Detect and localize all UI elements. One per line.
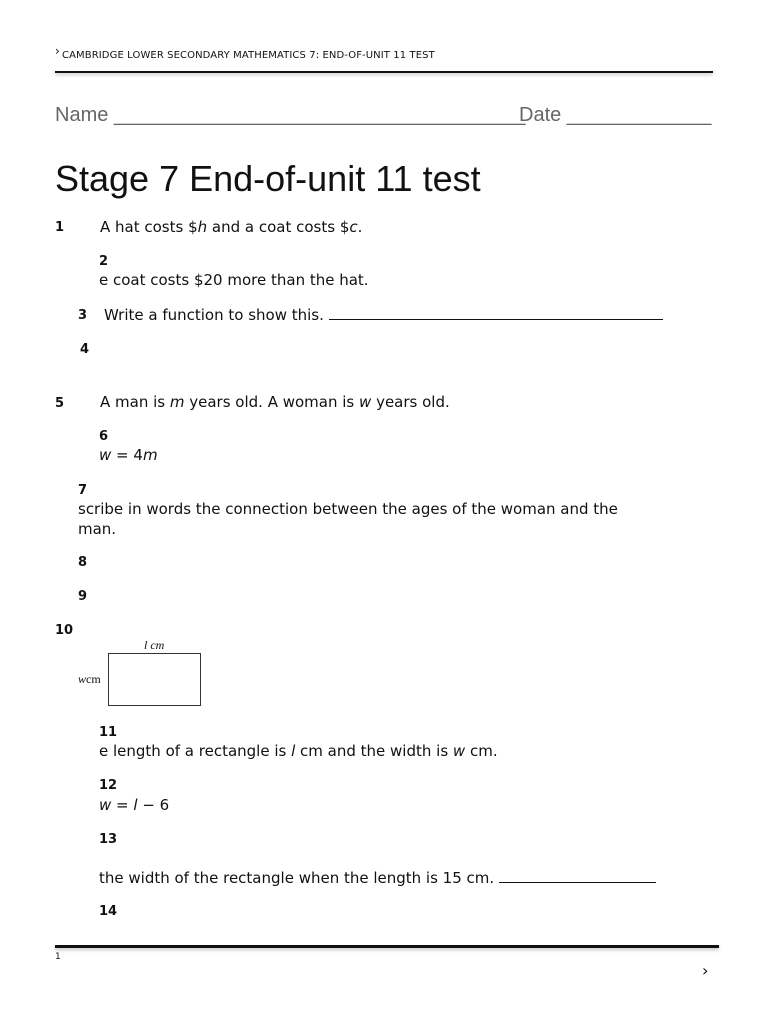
header-divider [55,71,713,73]
question-number-3: 3 [78,308,88,323]
question-number-1: 1 [55,220,65,235]
page-title: Stage 7 End-of-unit 11 test [55,158,481,199]
question-7-text-line1: scribe in words the connection between the ages of the woman and the [78,500,618,518]
equation-tail: − 6 [137,796,170,814]
variable-w: w [359,393,372,411]
variable-l: l [291,742,296,760]
variable-l: l [133,796,138,814]
variable-h: h [197,218,208,236]
next-page-chevron-icon[interactable]: › [702,961,709,980]
question-number-5: 5 [55,396,65,411]
question-13-text: the width of the rectangle when the length is 15 cm. [99,869,499,887]
question-number-9: 9 [78,589,88,604]
question-number-2: 2 [99,254,109,269]
question-number-14: 14 [99,904,118,919]
q5-text-b: years old. A woman is [184,393,360,411]
q11-text-a: e length of a rectangle is [99,742,292,760]
width-variable: w [78,672,87,686]
variable-w: w [452,742,466,760]
length-label: l cm [144,638,165,652]
equation-operator: = [111,796,134,814]
question-number-7: 7 [78,483,88,498]
q5-text-a: A man is [100,393,170,411]
question-number-8: 8 [78,555,88,570]
equation-operator: = 4 [111,446,143,464]
question-11-text [99,742,498,760]
variable-c: c [349,218,358,236]
question-3-text: Write a function to show this. [104,306,329,324]
variable-w: w [99,796,112,814]
running-header: CAMBRIDGE LOWER SECONDARY MATHEMATICS 7: END-OF-UNIT 11 TEST [62,50,435,61]
date-field[interactable]: Date _____________ [519,104,712,126]
question-number-12: 12 [99,778,118,793]
answer-line-3[interactable] [329,305,663,320]
question-number-11: 11 [99,725,118,740]
q11-text-b: cm and the width is [295,742,453,760]
rectangle-shape [108,653,201,706]
equation-w-l-6 [99,796,169,814]
question-3-line [104,305,663,324]
q5-text-c: years old. [371,393,450,411]
answer-line-13[interactable] [499,868,656,883]
variable-m: m [169,393,185,411]
question-13-line [99,868,656,887]
question-5-text [100,393,450,411]
question-number-6: 6 [99,429,109,444]
question-2-text: e coat costs $20 more than the hat. [99,271,369,289]
footer-divider [55,945,719,948]
variable-m: m [142,446,158,464]
variable-w: w [99,446,112,464]
rectangle-diagram [78,637,204,709]
width-label [78,672,101,687]
width-unit: cm [86,672,101,686]
question-number-13: 13 [99,832,118,847]
name-field[interactable]: Name _____________________________________ [55,104,526,126]
q1-text-b: and a coat costs $ [207,218,350,236]
question-1-text [100,218,362,236]
question-7-text-line2: man. [78,520,117,538]
q1-text-a: A hat costs $ [100,218,198,236]
header-chevron-icon: › [55,44,60,58]
question-number-10: 10 [55,623,74,638]
page-number: 1 [55,952,61,962]
q11-text-c: cm. [465,742,498,760]
question-number-4: 4 [80,342,90,357]
q1-text-c: . [357,218,363,236]
equation-w-4m [99,446,158,464]
